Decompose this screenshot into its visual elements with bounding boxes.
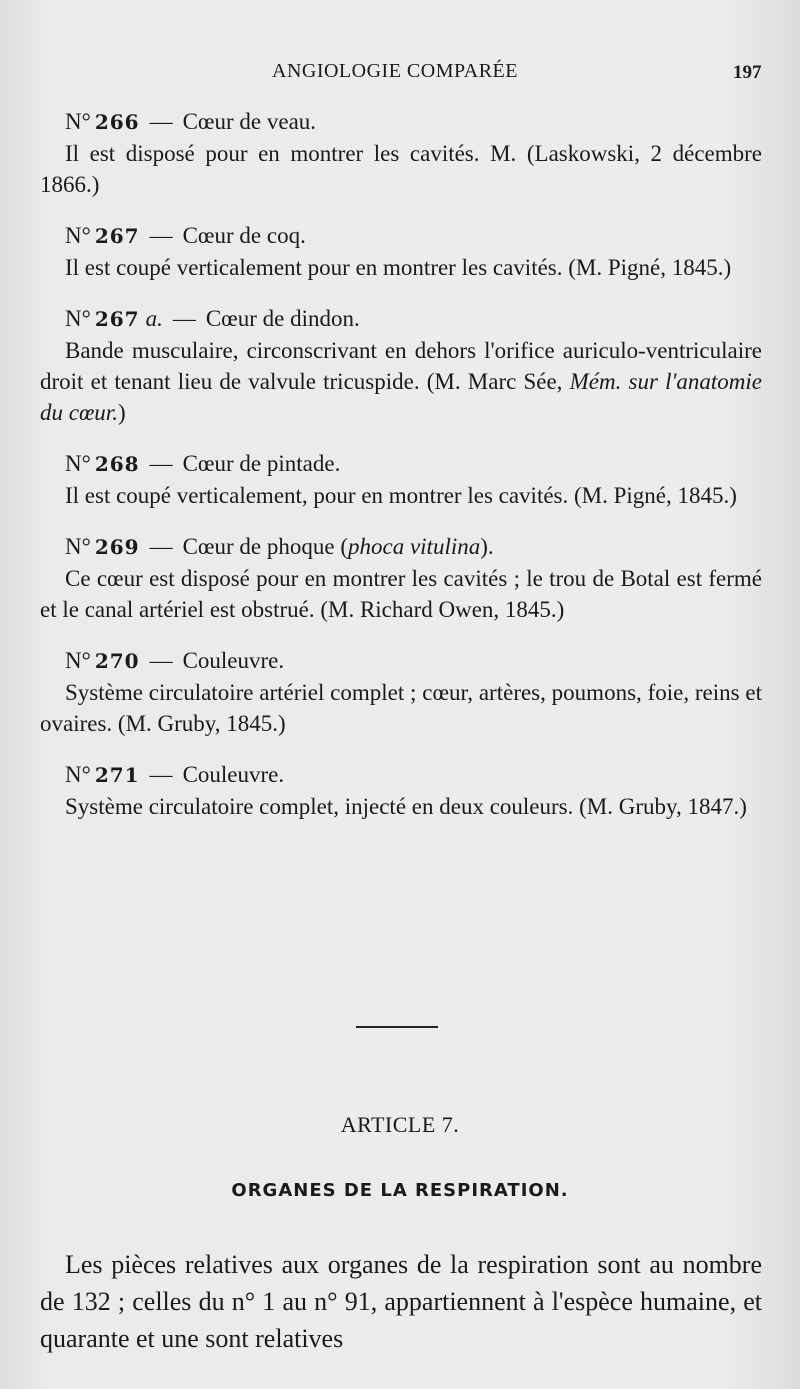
entry-dash: —: [149, 648, 173, 673]
entry-number-label: N°: [65, 451, 91, 476]
entry-species-name: phoca vitulina: [348, 534, 481, 559]
entry-description: Il est disposé pour en montrer les cavités. M. (Laskowski, 2 décembre 1866.): [40, 141, 762, 197]
entry-heading: [40, 303, 762, 335]
entry-number-label: N°: [65, 223, 91, 248]
entry-reference-title: Mém. sur l'anatomie du cœur.: [40, 369, 762, 425]
entry-number-label: N°: [65, 762, 91, 787]
entry-number: 268: [94, 452, 140, 476]
catalogue-entry: [40, 645, 762, 739]
entry-number: 266: [94, 110, 140, 134]
entry-dash: —: [149, 534, 173, 559]
catalogue-entry: [40, 531, 762, 625]
entry-number: 267: [94, 224, 140, 248]
entry-title: Couleuvre.: [182, 762, 285, 787]
entry-heading: [40, 759, 762, 791]
catalogue-entry: [40, 303, 762, 428]
entry-description: Ce cœur est disposé pour en montrer les cavités ; le trou de Botal est fermé et le canal artériel est obstrué. (M. Richard Owen, 1845.): [40, 566, 762, 622]
entry-number: 271: [94, 763, 140, 787]
entry-number: 269: [94, 535, 140, 559]
entry-number: 270: [94, 649, 140, 673]
catalogue-entry: [40, 448, 762, 511]
entry-title: Cœur de veau.: [182, 109, 317, 134]
entry-dash: —: [149, 762, 173, 787]
entry-title-end: ).: [480, 534, 494, 559]
entry-heading: [40, 220, 762, 252]
entry-description: Système circulatoire complet, injecté en deux couleurs. (M. Gruby, 1847.): [65, 794, 747, 819]
running-title: ANGIOLOGIE COMPARÉE: [272, 60, 518, 82]
page-number: 197: [733, 62, 762, 83]
entry-title: Couleuvre.: [182, 648, 285, 673]
entry-dash: —: [149, 223, 173, 248]
entry-title: Cœur de pintade.: [182, 451, 341, 476]
section-divider: [356, 1026, 438, 1028]
entry-heading: [40, 645, 762, 677]
catalogue-entry: [40, 106, 762, 200]
entry-title: Cœur de dindon.: [205, 306, 360, 331]
entry-number: 267: [94, 307, 140, 331]
catalogue-entries: [40, 106, 762, 842]
section-intro-paragraph: Les pièces relatives aux organes de la respiration sont au nombre de 132 ; celles du n° 1 au n° 91, appartiennent à l'espèce humaine, et quarante et une sont relatives: [40, 1250, 762, 1353]
entry-title: Cœur de phoque (: [182, 534, 348, 559]
entry-dash: —: [149, 109, 173, 134]
entry-dash: —: [149, 451, 173, 476]
catalogue-entry: [40, 220, 762, 283]
entry-description: Il est coupé verticalement, pour en montrer les cavités. (M. Pigné, 1845.): [65, 483, 737, 508]
entry-number-label: N°: [65, 648, 91, 673]
entry-title: Cœur de coq.: [182, 223, 306, 248]
entry-description-text: Bande musculaire, circonscrivant en dehors l'orifice auriculo-ventriculaire droit et tenant lieu de valvule tricuspide. (M. Marc Sée,: [40, 338, 762, 394]
entry-heading: [40, 448, 762, 480]
entry-description-end: ): [117, 400, 126, 425]
catalogue-entry: [40, 759, 762, 822]
entry-number-label: N°: [65, 534, 91, 559]
entry-heading: [40, 531, 762, 563]
entry-description: [40, 335, 762, 428]
entry-number-suffix: a.: [145, 306, 163, 331]
entry-number-label: N°: [65, 109, 91, 134]
entry-dash: —: [172, 306, 196, 331]
page-header: [0, 58, 800, 88]
entry-number-label: N°: [65, 306, 91, 331]
entry-heading: [40, 106, 762, 138]
entry-description: Système circulatoire artériel complet ; cœur, artères, poumons, foie, reins et ovaires. (M. Gruby, 1845.): [40, 680, 762, 736]
entry-description: Il est coupé verticalement pour en montrer les cavités. (M. Pigné, 1845.): [65, 255, 732, 280]
section-title: ORGANES DE LA RESPIRATION.: [231, 1180, 569, 1201]
article-heading: ARTICLE 7.: [340, 1112, 460, 1137]
